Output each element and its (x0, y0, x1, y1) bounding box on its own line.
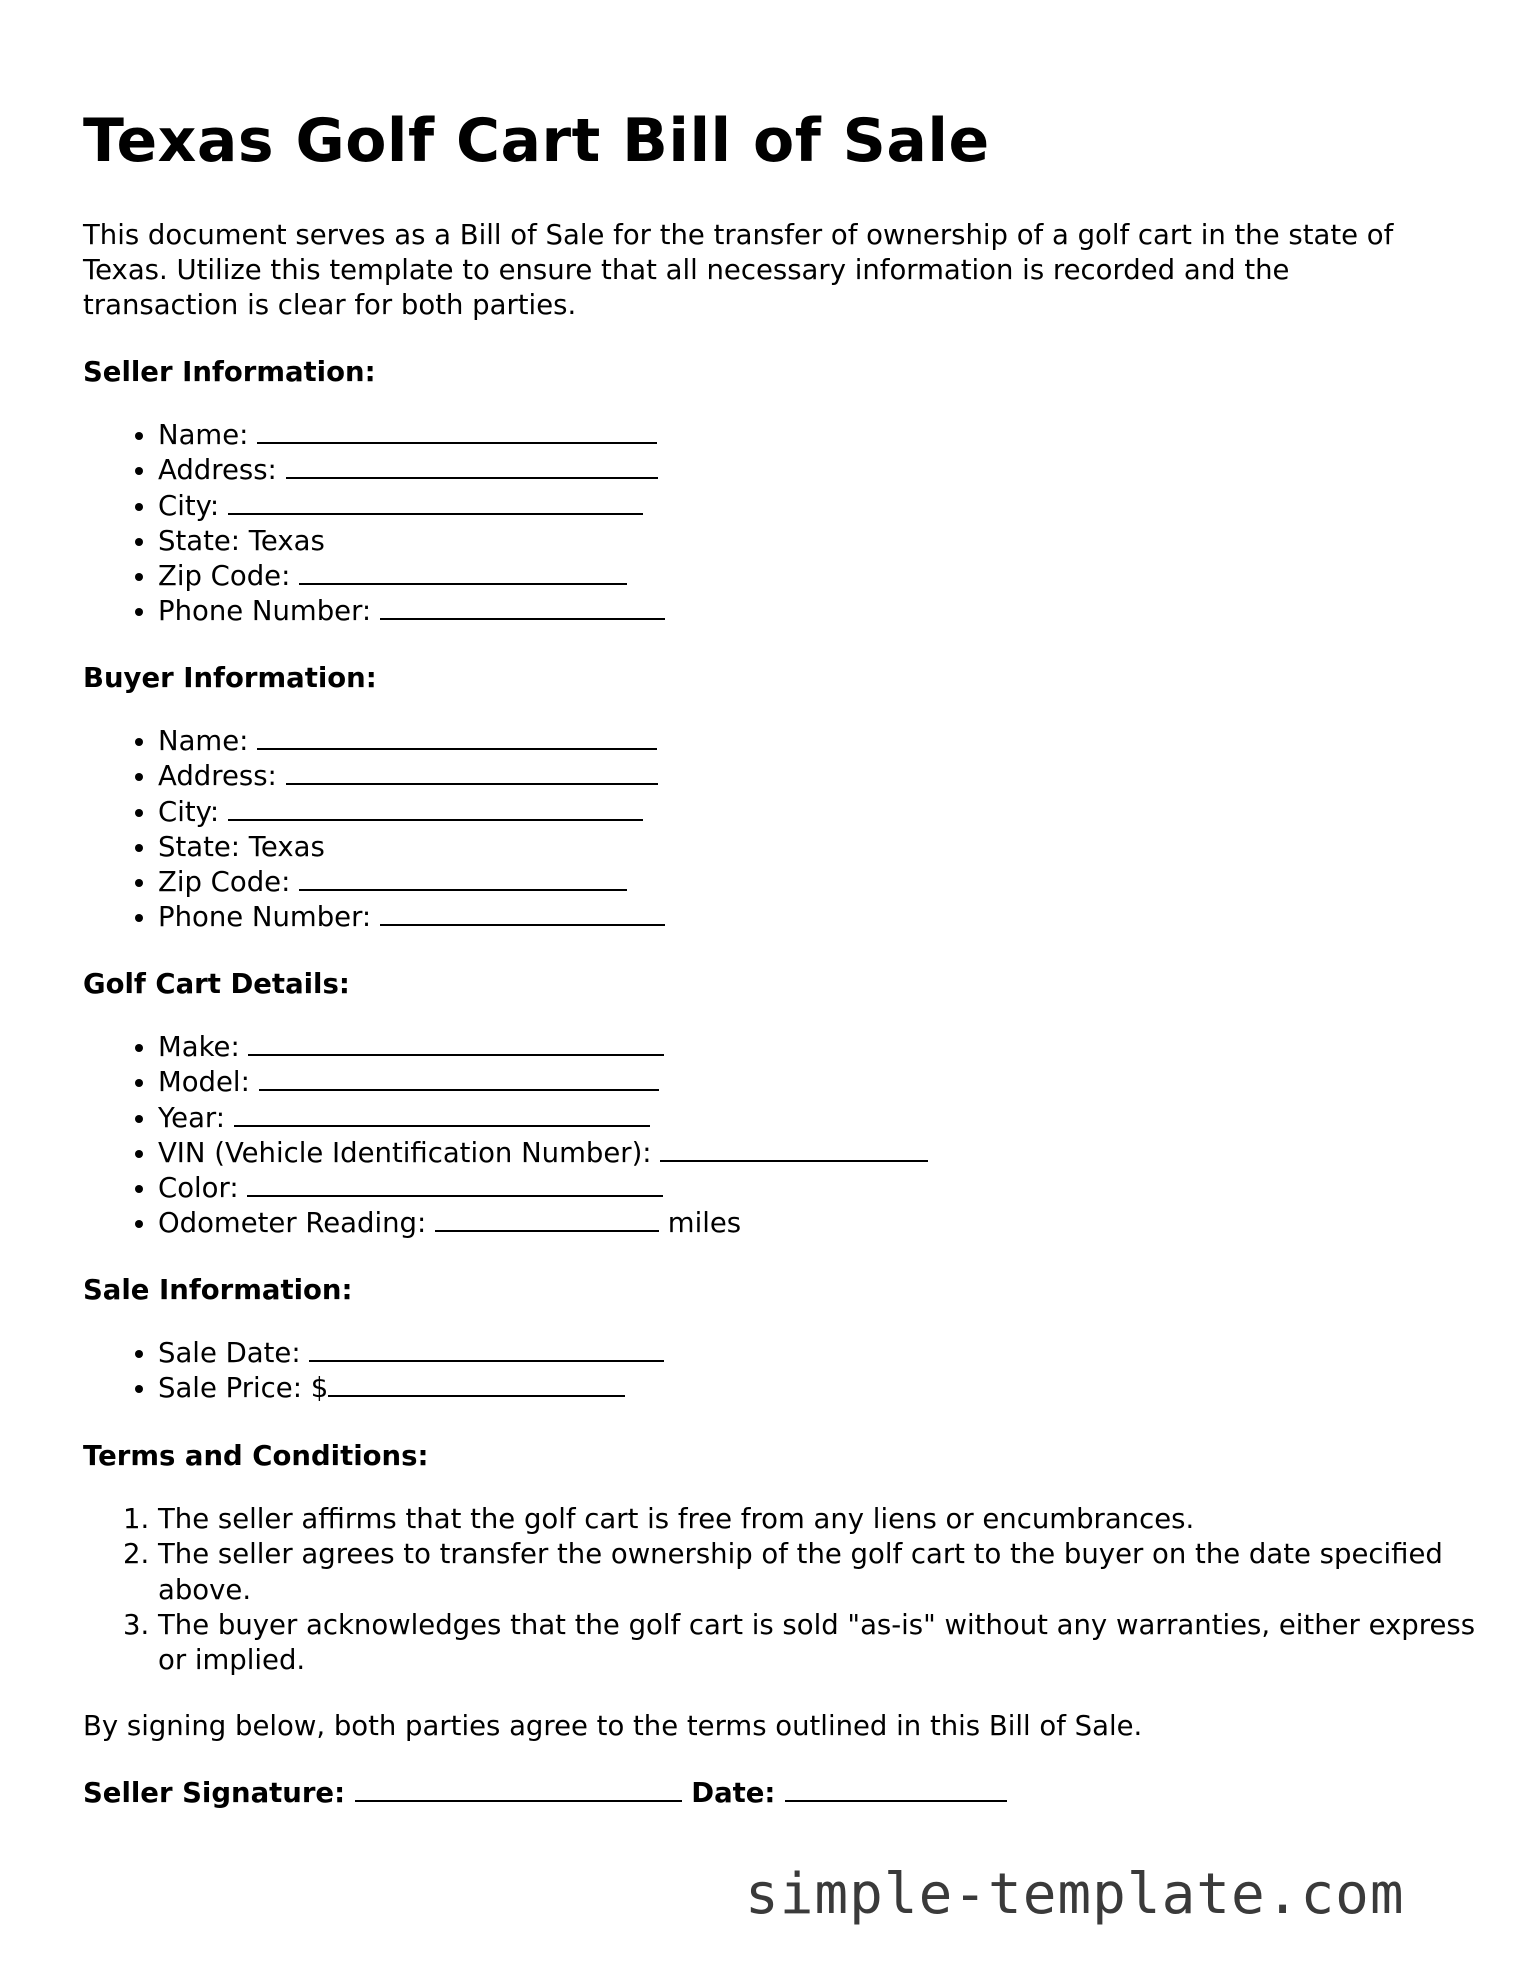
field-label: VIN (Vehicle Identification Number): (158, 1136, 652, 1169)
blank-line[interactable] (247, 1171, 663, 1197)
blank-line[interactable] (228, 795, 643, 821)
odometer-unit: miles (667, 1207, 742, 1240)
field-label: City: (158, 795, 220, 828)
blank-line[interactable] (380, 900, 665, 926)
field-label: Color: (158, 1172, 239, 1205)
blank-line[interactable] (309, 1336, 664, 1362)
sale-date-field (158, 1336, 1478, 1371)
buyer-name-field (158, 724, 1478, 759)
cart-vin-field (158, 1136, 1478, 1171)
blank-line[interactable] (286, 759, 658, 785)
cart-fields-list (83, 1030, 1478, 1242)
blank-line[interactable] (257, 418, 657, 444)
seller-zip-field (158, 559, 1478, 594)
field-label: Year: (158, 1101, 226, 1134)
blank-line[interactable] (257, 724, 657, 750)
blank-line[interactable] (299, 559, 627, 585)
terms-list (83, 1502, 1478, 1678)
buyer-phone-field (158, 900, 1478, 935)
terms-item: 1. The seller affirms that the golf cart is free from any liens or encumbrances. (158, 1502, 1478, 1537)
blank-line[interactable] (286, 453, 658, 479)
buyer-city-field (158, 795, 1478, 830)
sale-section-heading: Sale Information: (83, 1274, 353, 1306)
field-label: Zip Code: (158, 560, 291, 593)
closing-statement: By signing below, both parties agree to the terms outlined in this Bill of Sale. (83, 1710, 1143, 1742)
buyer-section-heading: Buyer Information: (83, 662, 377, 694)
cart-color-field (158, 1171, 1478, 1206)
seller-fields-list (83, 418, 1478, 630)
seller-name-field (158, 418, 1478, 453)
seller-phone-field (158, 594, 1478, 629)
blank-line[interactable] (435, 1206, 659, 1232)
intro-paragraph: This document serves as a Bill of Sale for the transfer of ownership of a golf cart in the state of Texas. Utilize this template to ensure that all necessary information is recorded and the transaction is clear for both parties. (83, 219, 1394, 321)
field-label: Name: (158, 725, 249, 757)
cart-make-field (158, 1030, 1478, 1065)
field-label: Zip Code: (158, 866, 291, 899)
terms-item: 2. The seller agrees to transfer the ownership of the golf cart to the buyer on the date specified above. (158, 1537, 1478, 1608)
seller-address-field (158, 453, 1478, 488)
field-label: Address: (158, 454, 277, 487)
cart-model-field (158, 1065, 1478, 1100)
field-label: Odometer Reading: (158, 1207, 427, 1240)
blank-line[interactable] (328, 1371, 625, 1397)
buyer-state-field: • State: Texas (158, 830, 1478, 865)
field-label: Make: (158, 1031, 240, 1063)
buyer-address-field (158, 759, 1478, 794)
field-label: Phone Number: (158, 595, 372, 628)
field-label: Sale Date: (158, 1337, 301, 1369)
field-label: Sale Price: $ (158, 1372, 329, 1405)
field-label: Phone Number: (158, 901, 372, 934)
terms-item: 3. The buyer acknowledges that the golf cart is sold "as-is" without any warranties, either express or implied. (158, 1608, 1478, 1679)
field-label: Model: (158, 1066, 250, 1099)
seller-section-heading: Seller Information: (83, 356, 376, 388)
blank-line[interactable] (234, 1101, 650, 1127)
sale-price-field (158, 1371, 1478, 1406)
cart-year-field (158, 1101, 1478, 1136)
blank-line[interactable] (228, 489, 643, 515)
seller-signature-line[interactable] (355, 1776, 682, 1802)
blank-line[interactable] (259, 1065, 659, 1091)
field-label: Name: (158, 419, 249, 451)
blank-line[interactable] (299, 865, 627, 891)
signature-date-label: Date: (691, 1777, 776, 1809)
blank-line[interactable] (380, 594, 665, 620)
blank-line[interactable] (248, 1030, 664, 1056)
seller-state-field: • State: Texas (158, 524, 1478, 559)
field-label: Address: (158, 760, 277, 793)
blank-line[interactable] (660, 1136, 928, 1162)
terms-section-heading: Terms and Conditions: (83, 1440, 429, 1472)
seller-signature-label: Seller Signature: (83, 1777, 346, 1809)
sale-fields-list (83, 1336, 1478, 1407)
document-title: Texas Golf Cart Bill of Sale (83, 106, 990, 176)
cart-section-heading: Golf Cart Details: (83, 968, 350, 1000)
signature-date-line[interactable] (785, 1776, 1007, 1802)
buyer-zip-field (158, 865, 1478, 900)
signature-row (83, 1776, 1007, 1809)
seller-city-field (158, 489, 1478, 524)
watermark-text: simple-template.com (745, 1862, 1405, 1927)
field-label: City: (158, 489, 220, 522)
cart-odometer-field (158, 1206, 1478, 1241)
buyer-fields-list (83, 724, 1478, 936)
